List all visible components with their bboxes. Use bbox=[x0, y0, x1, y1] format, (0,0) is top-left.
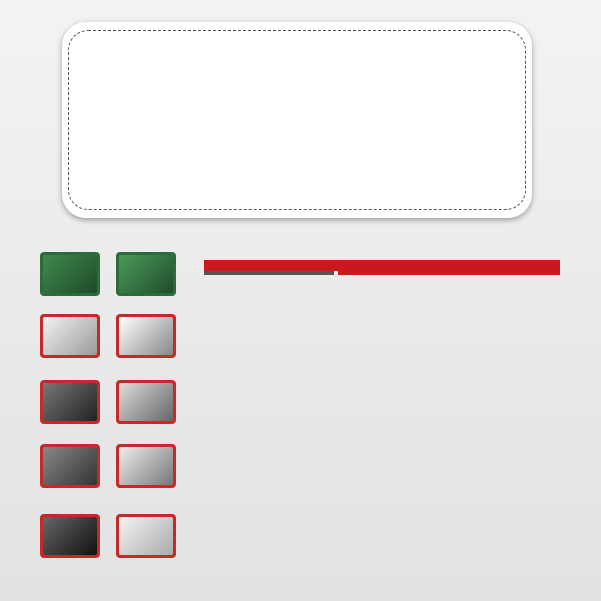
features-card-border bbox=[68, 30, 526, 210]
circuit-board-image bbox=[40, 252, 100, 296]
ink-tank-image bbox=[116, 514, 176, 558]
platform-image bbox=[40, 444, 100, 488]
carriage-image bbox=[40, 380, 100, 424]
circuit-board-image bbox=[116, 252, 176, 296]
cartridge-image bbox=[40, 514, 100, 558]
features-card bbox=[62, 22, 532, 218]
print-head-image bbox=[116, 314, 176, 358]
servo-motor-image bbox=[40, 314, 100, 358]
take-up-system-image bbox=[116, 444, 176, 488]
printer-machine-image bbox=[116, 380, 176, 424]
speed-header bbox=[204, 260, 560, 271]
